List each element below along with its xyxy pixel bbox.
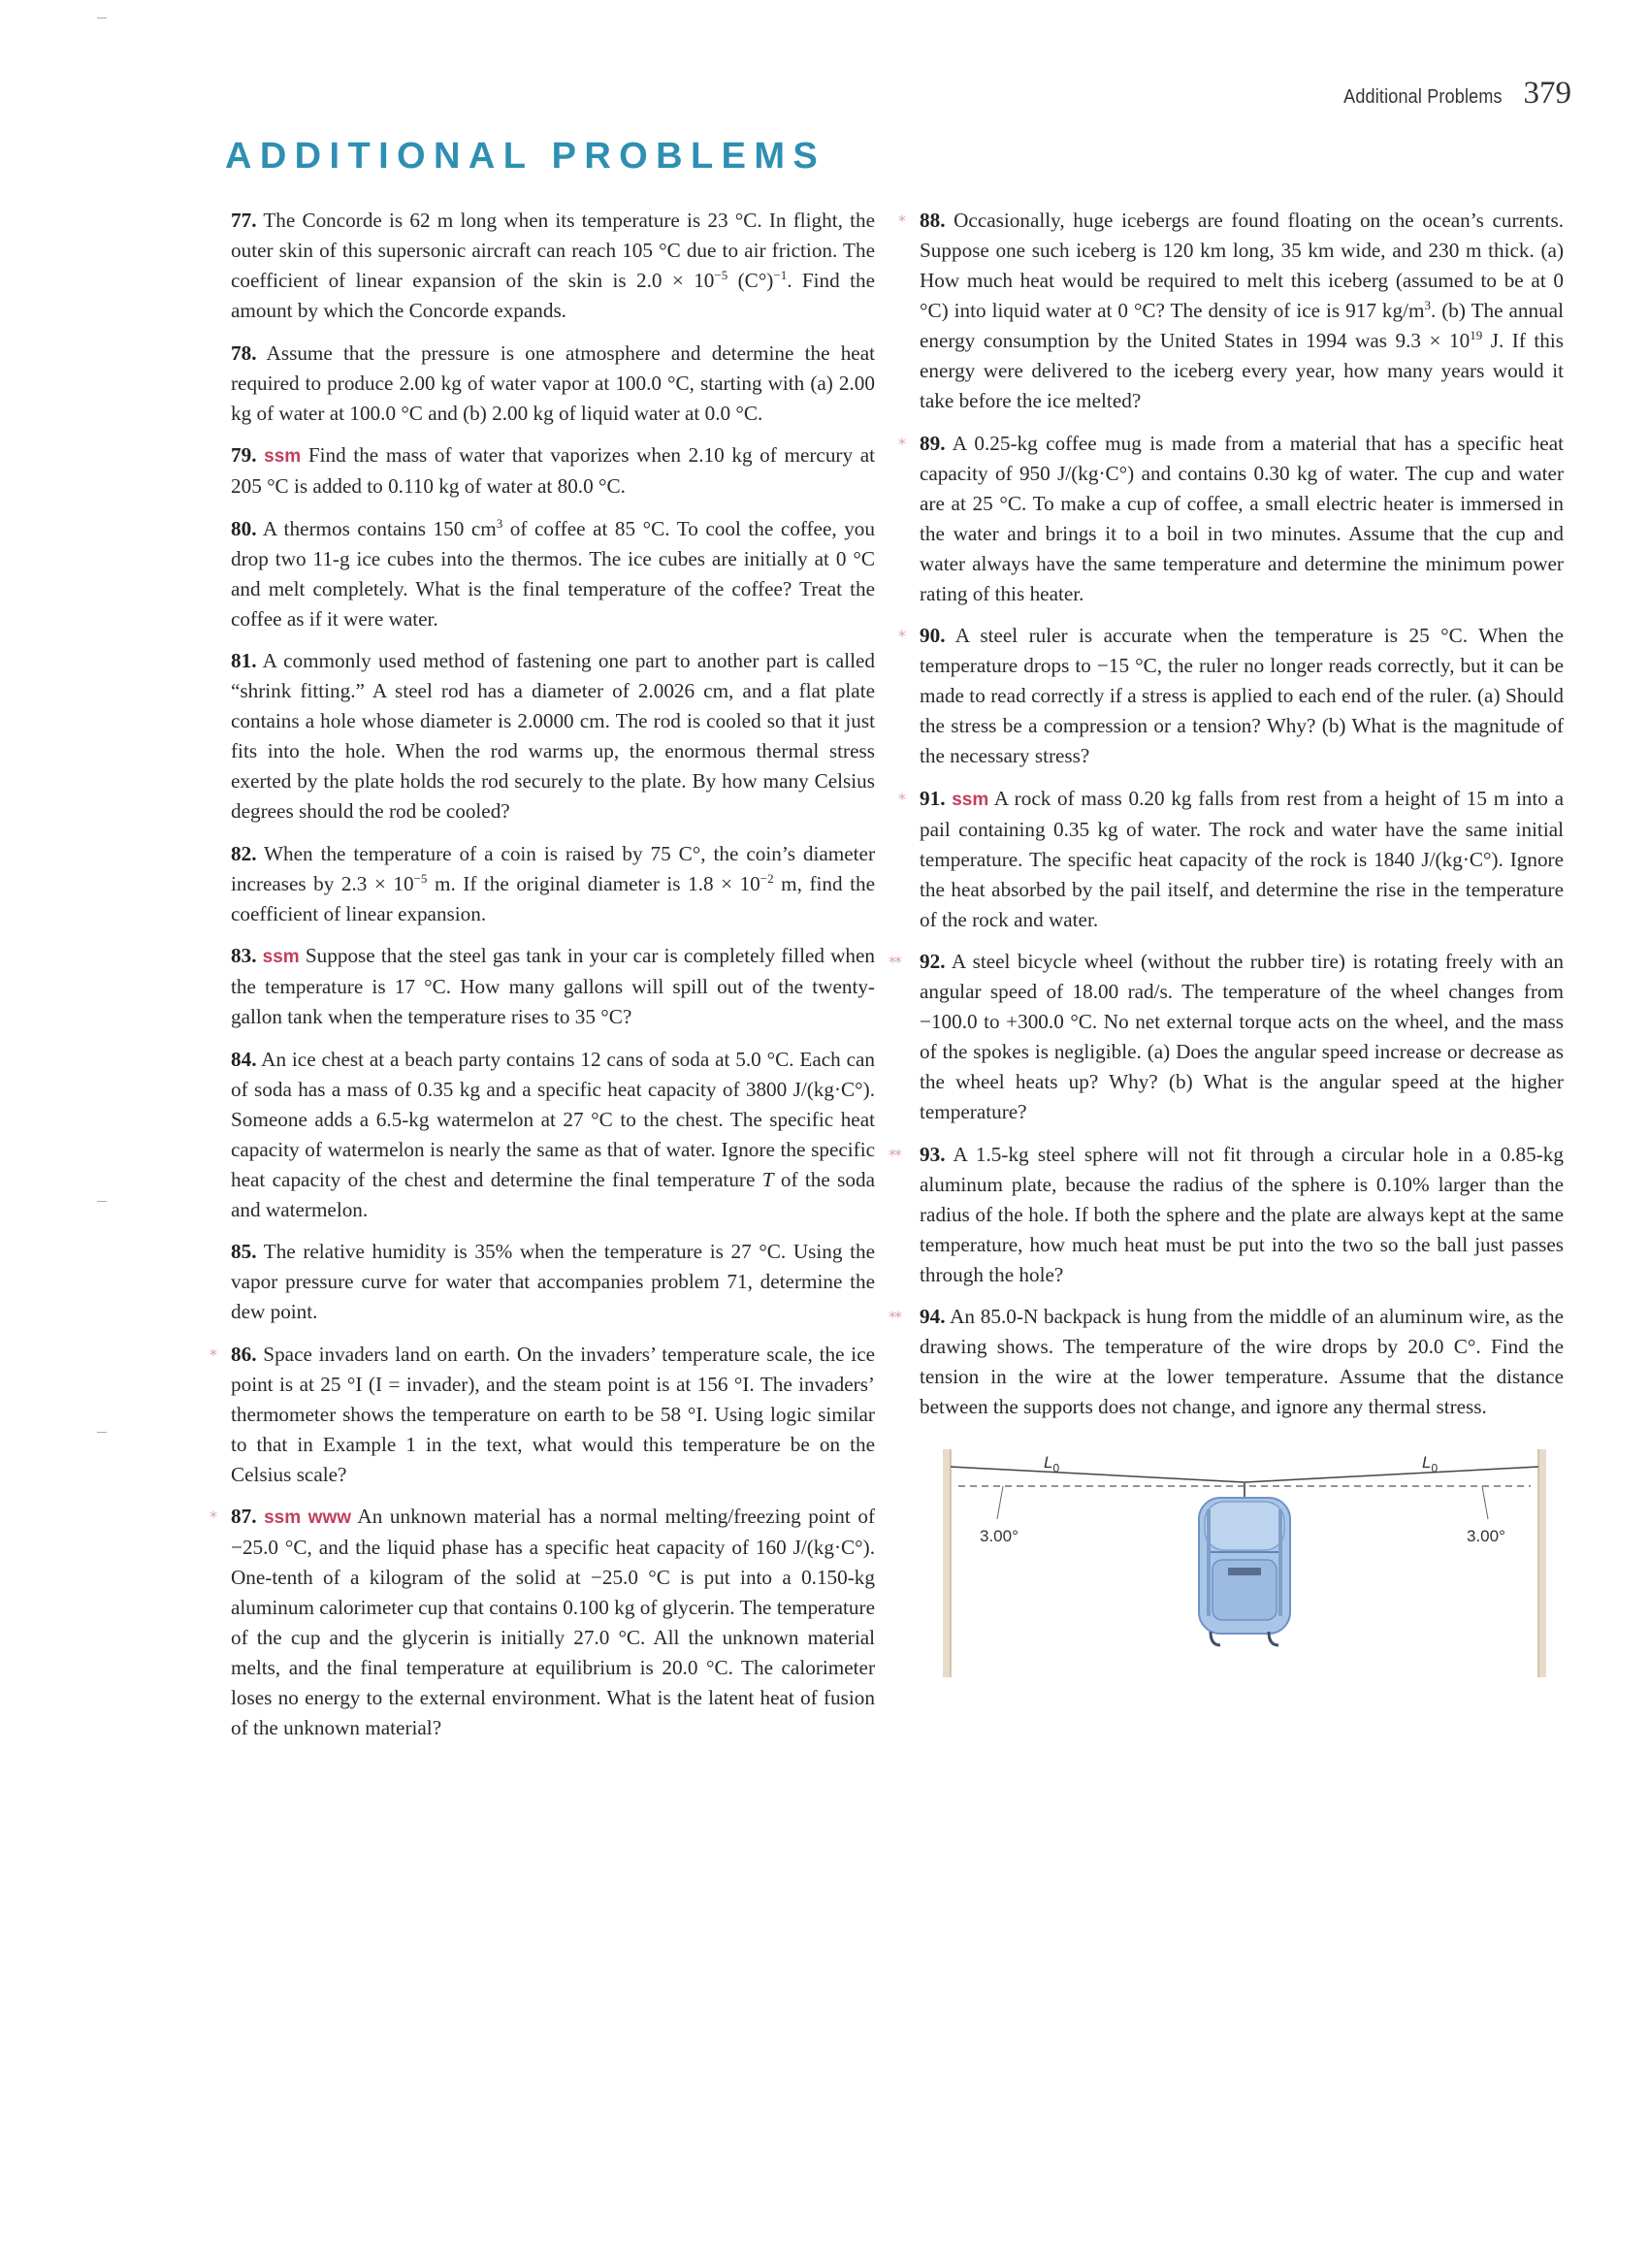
scan-artifact (97, 1201, 107, 1202)
problem-86 (210, 1340, 876, 1490)
problem-number: 90. (920, 624, 946, 647)
problem-85 (231, 1237, 875, 1327)
problem-82 (231, 839, 875, 929)
variable: T (761, 1167, 774, 1191)
difficulty-star-icon: ** (889, 953, 900, 971)
problem-text: . Find the amount by which the Concorde expands. (231, 269, 876, 322)
problem-number: 85. (231, 1240, 257, 1263)
problem-number: 88. (920, 209, 946, 232)
www-tag[interactable]: www (307, 1507, 352, 1528)
difficulty-star-icon: * (898, 434, 906, 453)
problem-number: 80. (231, 516, 257, 540)
problem-number: 87. (231, 1505, 257, 1528)
problem-number: 77. (231, 209, 257, 232)
problem-79 (231, 440, 875, 502)
scan-artifact (97, 17, 107, 18)
problem-93 (889, 1140, 1564, 1290)
problem-text: of the soda and watermelon. (231, 1167, 875, 1221)
length-symbol: L (1422, 1453, 1432, 1472)
angle-pointer-left (997, 1486, 1003, 1519)
problem-83 (231, 941, 875, 1032)
right-support (1538, 1449, 1546, 1677)
problem-text: An 85.0-N backpack is hung from the middle of an aluminum wire, as the drawing shows. The temperature of the wire drops by 20.0 C°. Find the tension in the wire at the lower temperature. Assume that the distance between the supports does not change, and ignore any thermal stress. (920, 1305, 1564, 1418)
exponent: −5 (714, 267, 728, 282)
problem-80 (231, 514, 875, 634)
problem-text: A 0.25-kg coffee mug is made from a material that has a specific heat capacity of 950 J/(kg·C°) and contains 0.30 kg of water. The cup and water are at 25 °C. To make a cup of coffee, a small electric heater is immersed in the water and brings it to a boil in two minutes. Assume that the cup and water always have the same temperature and determine the minimum power rating of this heater. (920, 431, 1564, 605)
problem-number: 93. (920, 1142, 946, 1166)
length-subscript: 0 (1052, 1461, 1060, 1475)
problem-number: 94. (920, 1305, 946, 1328)
angle-pointer-right (1482, 1486, 1488, 1519)
problem-text: An unknown material has a normal melting/freezing point of −25.0 °C, and the liquid phase has a specific heat capacity of 160 J/(kg·C°). One-tenth of a kilogram of the solid at −25.0 °C is put into a 0.150-kg aluminum calorimeter cup that contains 0.100 kg of glycerin. The temperature of the cup and the glycerin is initially 27.0 °C. All the unknown material melts, and the final temperature at equilibrium is 20.0 °C. The calorimeter loses no energy to the external environment. What is the latent heat of fusion of the unknown material? (231, 1505, 876, 1739)
difficulty-star-icon: ** (889, 1145, 900, 1164)
problem-text: When the temperature of a coin is raised by 75 C°, the coin’s diameter increases by 2.3 × 10 (231, 841, 875, 895)
problem-number: 79. (231, 443, 257, 467)
problem-text: . (b) The annual energy consumption by the United States in 1994 was 9.3 × 10 (920, 299, 1564, 352)
problem-94 (889, 1302, 1564, 1422)
exponent: −5 (413, 870, 428, 886)
problem-number: 84. (231, 1047, 257, 1071)
problem-84 (231, 1045, 875, 1225)
problem-90 (898, 621, 1564, 771)
problem-text: Suppose that the steel gas tank in your car is completely filled when the temperature is 17 °C. How many gallons will spill out of the twenty-gallon tank when the temperature rises to 35 °C? (231, 944, 876, 1028)
page-header (1326, 76, 1571, 112)
problem-text: The Concorde is 62 m long when its temperature is 23 °C. In flight, the outer skin of this supersonic aircraft can reach 105 °C due to air friction. The coefficient of linear expansion of the skin is 2.0 × 10 (231, 209, 875, 292)
problem-text: m. If the original diameter is 1.8 × 10 (427, 871, 760, 895)
problem-text: A steel ruler is accurate when the temperature is 25 °C. When the temperature drops to −15 °C, the ruler no longer reads correctly, but it can be made to read correctly if a stress is applied to each end of the ruler. (a) Should the stress be a compression or a tension? Why? (b) What is the magnitude of the necessary stress? (920, 624, 1564, 767)
problem-number: 91. (920, 786, 946, 810)
left-support (943, 1449, 951, 1677)
problem-text: J. If this energy were delivered to the iceberg every year, how many years would it take before the ice melted? (920, 329, 1564, 412)
exponent: 3 (1424, 297, 1431, 312)
problem-text: of coffee at 85 °C. To cool the coffee, you drop two 11-g ice cubes into the thermos. The ice cubes are initially at 0 °C and melt completely. What is the final temperature of the coffee? Treat the coffee as if it were water. (231, 516, 875, 631)
exponent: −1 (773, 267, 788, 282)
left-column (210, 206, 876, 1756)
problem-number: 92. (920, 950, 946, 973)
section-title: ADDITIONAL PROBLEMS (225, 136, 826, 177)
problem-text: (C°) (728, 269, 774, 292)
backpack-wire-figure (920, 1440, 1564, 1692)
problem-88 (898, 206, 1565, 416)
problem-91 (898, 784, 1564, 935)
problem-number: 78. (231, 340, 257, 365)
length-subscript: 0 (1431, 1461, 1439, 1475)
problem-text: Find the mass of water that vaporizes when 2.10 kg of mercury at 205 °C is added to 0.110 kg of water at 80.0 °C. (231, 443, 875, 498)
exponent: 19 (1470, 327, 1483, 342)
length-label-left (1044, 1447, 1059, 1483)
problem-number: 82. (231, 841, 257, 865)
problem-text: A commonly used method of fastening one part to another part is called “shrink fitting.” A steel rod has a diameter of 2.0026 cm, and a flat plate contains a hole whose diameter is 2.0000 cm. The rod is cooled so that it just fits into the hole. When the rod warms up, the enormous thermal stress exerted by the plate holds the rod securely to the plate. By how many Celsius degrees should the rod be cooled? (231, 649, 875, 823)
ssm-tag[interactable]: ssm (262, 947, 300, 967)
problem-text: A thermos contains 150 cm (262, 516, 497, 540)
problem-78 (231, 339, 875, 429)
problem-text: A steel bicycle wheel (without the rubber tire) is rotating freely with an angular speed of 18.00 rad/s. The temperature of the wheel changes from −100.0 to +300.0 °C. No net external torque acts on the wheel, and the mass of the spokes is negligible. (a) Does the angular speed increase or decrease as the wheel heats up? Why? (b) What is the angular speed at the higher temperature? (920, 950, 1564, 1123)
difficulty-star-icon: * (898, 789, 906, 808)
page-number: 379 (1523, 76, 1571, 111)
problem-text: Assume that the pressure is one atmosphere and determine the heat required to produce 2.00 kg of water vapor at 100.0 °C, starting with (a) 2.00 kg of water at 100.0 °C and (b) 2.00 kg of liquid water at 0.0 °C. (231, 340, 875, 425)
figure-drawing (920, 1440, 1564, 1692)
problem-text: Occasionally, huge icebergs are found floating on the ocean’s currents. Suppose one such iceberg is 120 km long, 35 km wide, and 230 m thick. (a) How much heat would be required to melt this iceberg (assumed to be at 0 °C) into liquid water at 0 °C? The density of ice is 917 kg/m (920, 209, 1565, 322)
ssm-tag[interactable]: ssm (264, 446, 302, 467)
right-column (889, 206, 1565, 1692)
difficulty-star-icon: * (210, 1507, 217, 1526)
problem-text: m, find the coefficient of linear expansion. (231, 871, 876, 925)
scan-artifact (97, 1432, 107, 1433)
problem-92 (889, 947, 1564, 1127)
difficulty-star-icon: ** (889, 1308, 900, 1326)
angle-label-left: 3.00° (980, 1527, 1018, 1545)
difficulty-star-icon: * (898, 627, 906, 645)
problem-87 (210, 1502, 876, 1743)
ssm-tag[interactable]: ssm (952, 789, 989, 810)
exponent: −2 (760, 870, 774, 886)
problem-77 (231, 206, 875, 326)
problem-number: 86. (231, 1342, 257, 1366)
exponent: 3 (496, 515, 503, 531)
ssm-tag[interactable]: ssm (264, 1507, 302, 1528)
running-head: Additional Problems (1342, 86, 1503, 108)
problem-number: 83. (231, 944, 257, 967)
aluminum-wire (951, 1467, 1538, 1482)
angle-label-right: 3.00° (1467, 1527, 1505, 1545)
problem-text: An ice chest at a beach party contains 12 cans of soda at 5.0 °C. Each can of soda has a mass of 0.35 kg and a specific heat capacity of 3800 J/(kg·C°). Someone adds a 6.5-kg watermelon at 27 °C to the chest. The specific heat capacity of watermelon is nearly the same as that of water. Ignore the specific heat capacity of the chest and determine the final temperature (231, 1047, 875, 1191)
problem-number: 81. (231, 649, 257, 672)
problem-text: Space invaders land on earth. On the invaders’ temperature scale, the ice point is at 25 °I (I = invader), and the steam point is at 156 °I. The invaders’ thermometer shows the temperature on earth to be 58 °I. Using logic similar to that in Example 1 in the text, what would this temperature be on the Celsius scale? (231, 1342, 876, 1486)
length-symbol: L (1044, 1453, 1053, 1472)
problem-number: 89. (920, 431, 946, 455)
problem-89 (898, 429, 1564, 609)
problem-text: A 1.5-kg steel sphere will not fit through a circular hole in a 0.85-kg aluminum plate, because the radius of the sphere is 0.10% larger than the radius of the hole. If both the sphere and the plate are always kept at the same temperature, how much heat must be put into the two so the ball just passes through the hole? (920, 1142, 1564, 1286)
backpack-icon (1199, 1498, 1290, 1645)
length-label-right (1422, 1447, 1438, 1483)
problem-text: A rock of mass 0.20 kg falls from rest from a height of 15 m into a pail containing 0.35 kg of water. The rock and water have the same initial temperature. The specific heat capacity of the rock is 1840 J/(kg·C°). Ignore the heat absorbed by the pail itself, and determine the rise in the temperature of the rock and water. (920, 786, 1564, 931)
difficulty-star-icon: * (898, 211, 906, 230)
problem-81 (231, 646, 875, 826)
problem-text: The relative humidity is 35% when the temperature is 27 °C. Using the vapor pressure curve for water that accompanies problem 71, determine the dew point. (231, 1240, 875, 1323)
difficulty-star-icon: * (210, 1345, 217, 1364)
